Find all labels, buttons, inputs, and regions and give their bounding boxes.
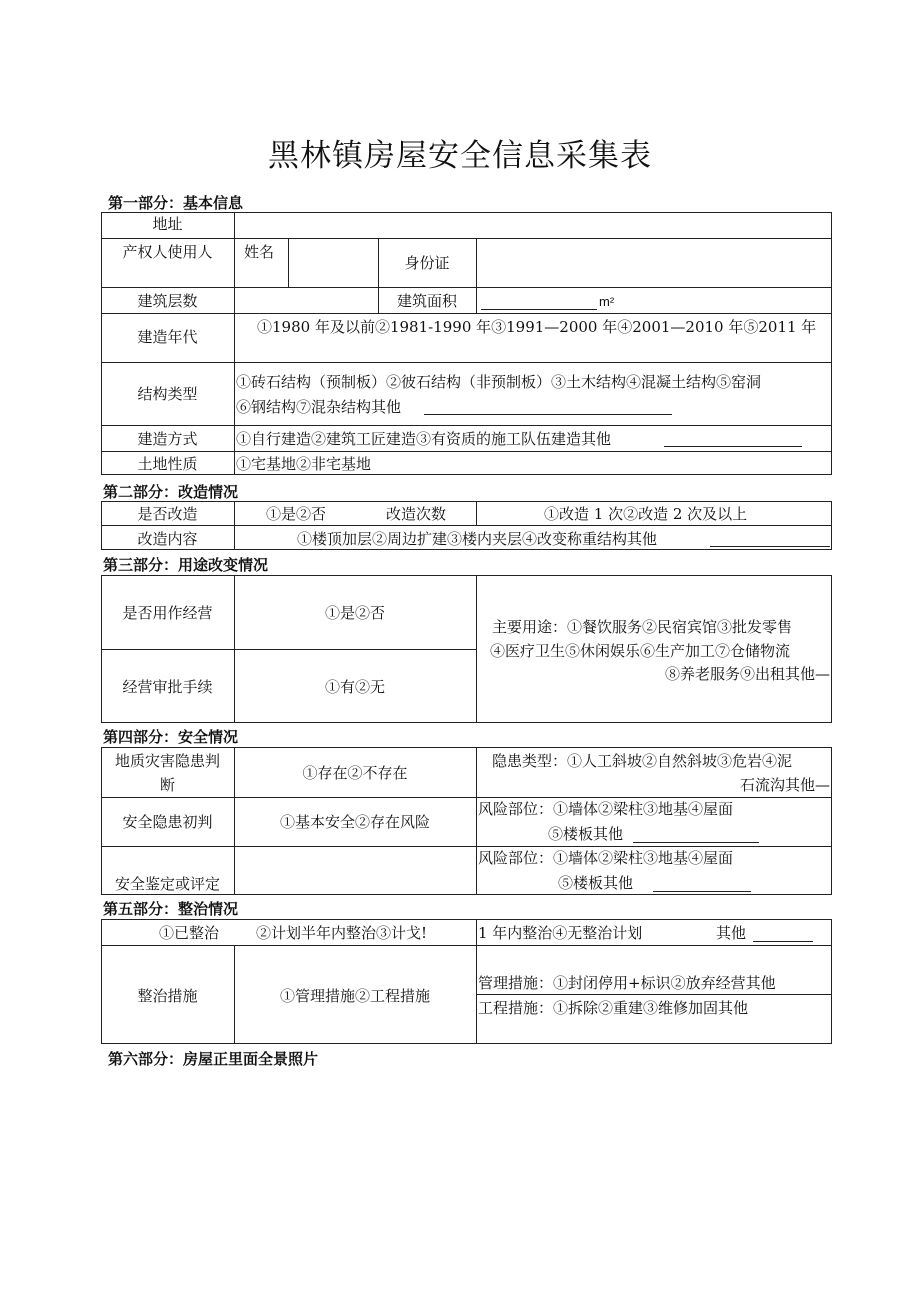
section-photos: 第六部分：房屋正里面全景照片 bbox=[108, 1050, 319, 1068]
main-use-line2[interactable]: ④医疗卫生⑤休闲娱乐⑥生产加工⑦仓储物流 bbox=[490, 642, 791, 660]
modification-other-field[interactable] bbox=[710, 546, 830, 547]
appraisal-label: 安全鉴定或评定 bbox=[114, 875, 220, 893]
appraisal-risk-line1[interactable]: 风险部位：①墙体②梁柱③地基④屋面 bbox=[478, 849, 734, 867]
floors-label: 建筑层数 bbox=[137, 292, 198, 310]
main-use-line3[interactable]: ⑧养老服务⑨出租其他— bbox=[664, 665, 830, 683]
build-year-label: 建造年代 bbox=[137, 328, 198, 346]
business-use-options[interactable]: ①是②否 bbox=[324, 604, 385, 622]
land-type-options[interactable]: ①宅基地②非宅基地 bbox=[236, 455, 372, 473]
build-method-options[interactable]: ①自行建造②建筑工匠建造③有资质的施工队伍建造其他 bbox=[236, 430, 612, 448]
management-measures[interactable]: 管理措施：①封闭停用+标识②放弃经营其他 bbox=[478, 974, 776, 992]
section-renovation: 第二部分：改造情况 bbox=[103, 483, 239, 501]
status-plan-half-year[interactable]: ②计划半年内整治③计戈! bbox=[256, 924, 428, 942]
name-field[interactable] bbox=[289, 239, 378, 286]
measures-options[interactable]: ①管理措施②工程措施 bbox=[279, 987, 430, 1005]
structure-other-field[interactable] bbox=[424, 414, 672, 415]
status-plan-one-year[interactable]: 1 年内整治④无整治计划 bbox=[478, 924, 643, 942]
main-use-line1[interactable]: 主要用途：①餐饮服务②民宿宾馆③批发零售 bbox=[492, 618, 793, 636]
structure-options-line1[interactable]: ①砖石结构（预制板）②彼石结构（非预制板）③土木结构④混凝土结构⑤窑洞 bbox=[236, 373, 762, 391]
build-method-other-field[interactable] bbox=[664, 446, 802, 447]
modified-label: 是否改造 bbox=[137, 505, 198, 523]
business-use-label: 是否用作经营 bbox=[122, 604, 213, 622]
floors-field[interactable] bbox=[235, 288, 378, 312]
structure-options-line2[interactable]: ⑥钢结构⑦混杂结构其他 bbox=[236, 398, 402, 416]
owner-label: 产权人使用人 bbox=[122, 243, 213, 261]
section-usage-change: 第三部分：用途改变情况 bbox=[103, 556, 269, 574]
initial-judgment-label: 安全隐患初判 bbox=[122, 813, 213, 831]
id-card-field[interactable] bbox=[477, 239, 831, 286]
name-label: 姓名 bbox=[244, 243, 275, 261]
address-label: 地址 bbox=[152, 215, 183, 233]
engineering-measures[interactable]: 工程措施：①拆除②重建③维修加固其他 bbox=[478, 999, 749, 1017]
geo-hazard-label-cont: 断 bbox=[159, 776, 175, 794]
measures-label: 整治措施 bbox=[137, 987, 198, 1005]
id-card-label: 身份证 bbox=[404, 254, 450, 272]
appraisal-risk-line2[interactable]: ⑤楼板其他 bbox=[558, 874, 634, 892]
build-year-options[interactable]: ①1980 年及以前②1981-1990 年③1991—2000 年④2001—2010 年⑤2011 年 bbox=[257, 318, 817, 336]
modified-options[interactable]: ①是②否 bbox=[266, 505, 327, 523]
appraisal-other-field[interactable] bbox=[653, 891, 751, 892]
geo-hazard-options[interactable]: ①存在②不存在 bbox=[302, 764, 408, 782]
risk-other-field[interactable] bbox=[633, 842, 759, 843]
appraisal-field[interactable] bbox=[235, 847, 476, 894]
area-unit: m² bbox=[599, 294, 615, 309]
area-field[interactable] bbox=[481, 309, 597, 310]
modification-content-label: 改造内容 bbox=[137, 530, 198, 548]
status-rectified[interactable]: ①已整治 bbox=[159, 924, 220, 942]
modification-content-options[interactable]: ①楼顶加层②周边扩建③楼内夹层④改变称重结构其他 bbox=[297, 530, 658, 548]
section-rectification: 第五部分：整治情况 bbox=[103, 900, 239, 918]
business-approval-options[interactable]: ①有②无 bbox=[324, 678, 385, 696]
modification-count-options[interactable]: ①改造 1 次②改造 2 次及以上 bbox=[544, 505, 748, 523]
structure-label: 结构类型 bbox=[137, 385, 198, 403]
risk-location-line2[interactable]: ⑤楼板其他 bbox=[548, 825, 624, 843]
build-method-label: 建造方式 bbox=[137, 430, 198, 448]
page-title: 黑林镇房屋安全信息采集表 bbox=[268, 138, 652, 174]
geo-hazard-label: 地质灾害隐患判 bbox=[114, 752, 220, 770]
hazard-type-line1[interactable]: 隐患类型：①人工斜坡②自然斜坡③危岩④泥 bbox=[492, 752, 793, 770]
business-approval-label: 经营审批手续 bbox=[122, 678, 213, 696]
area-label: 建筑面积 bbox=[396, 292, 457, 310]
modification-count-label: 改造次数 bbox=[386, 505, 447, 523]
status-other-field[interactable] bbox=[753, 941, 813, 942]
section-safety: 第四部分：安全情况 bbox=[103, 728, 239, 746]
hazard-type-line2[interactable]: 石流沟其他— bbox=[739, 776, 830, 794]
land-type-label: 土地性质 bbox=[137, 455, 198, 473]
status-other-label: 其他 bbox=[716, 924, 747, 942]
address-field[interactable] bbox=[235, 213, 831, 237]
risk-location-line1[interactable]: 风险部位：①墙体②梁柱③地基④屋面 bbox=[478, 800, 734, 818]
section-basic-info: 第一部分：基本信息 bbox=[108, 194, 244, 212]
initial-judgment-options[interactable]: ①基本安全②存在风险 bbox=[279, 813, 430, 831]
